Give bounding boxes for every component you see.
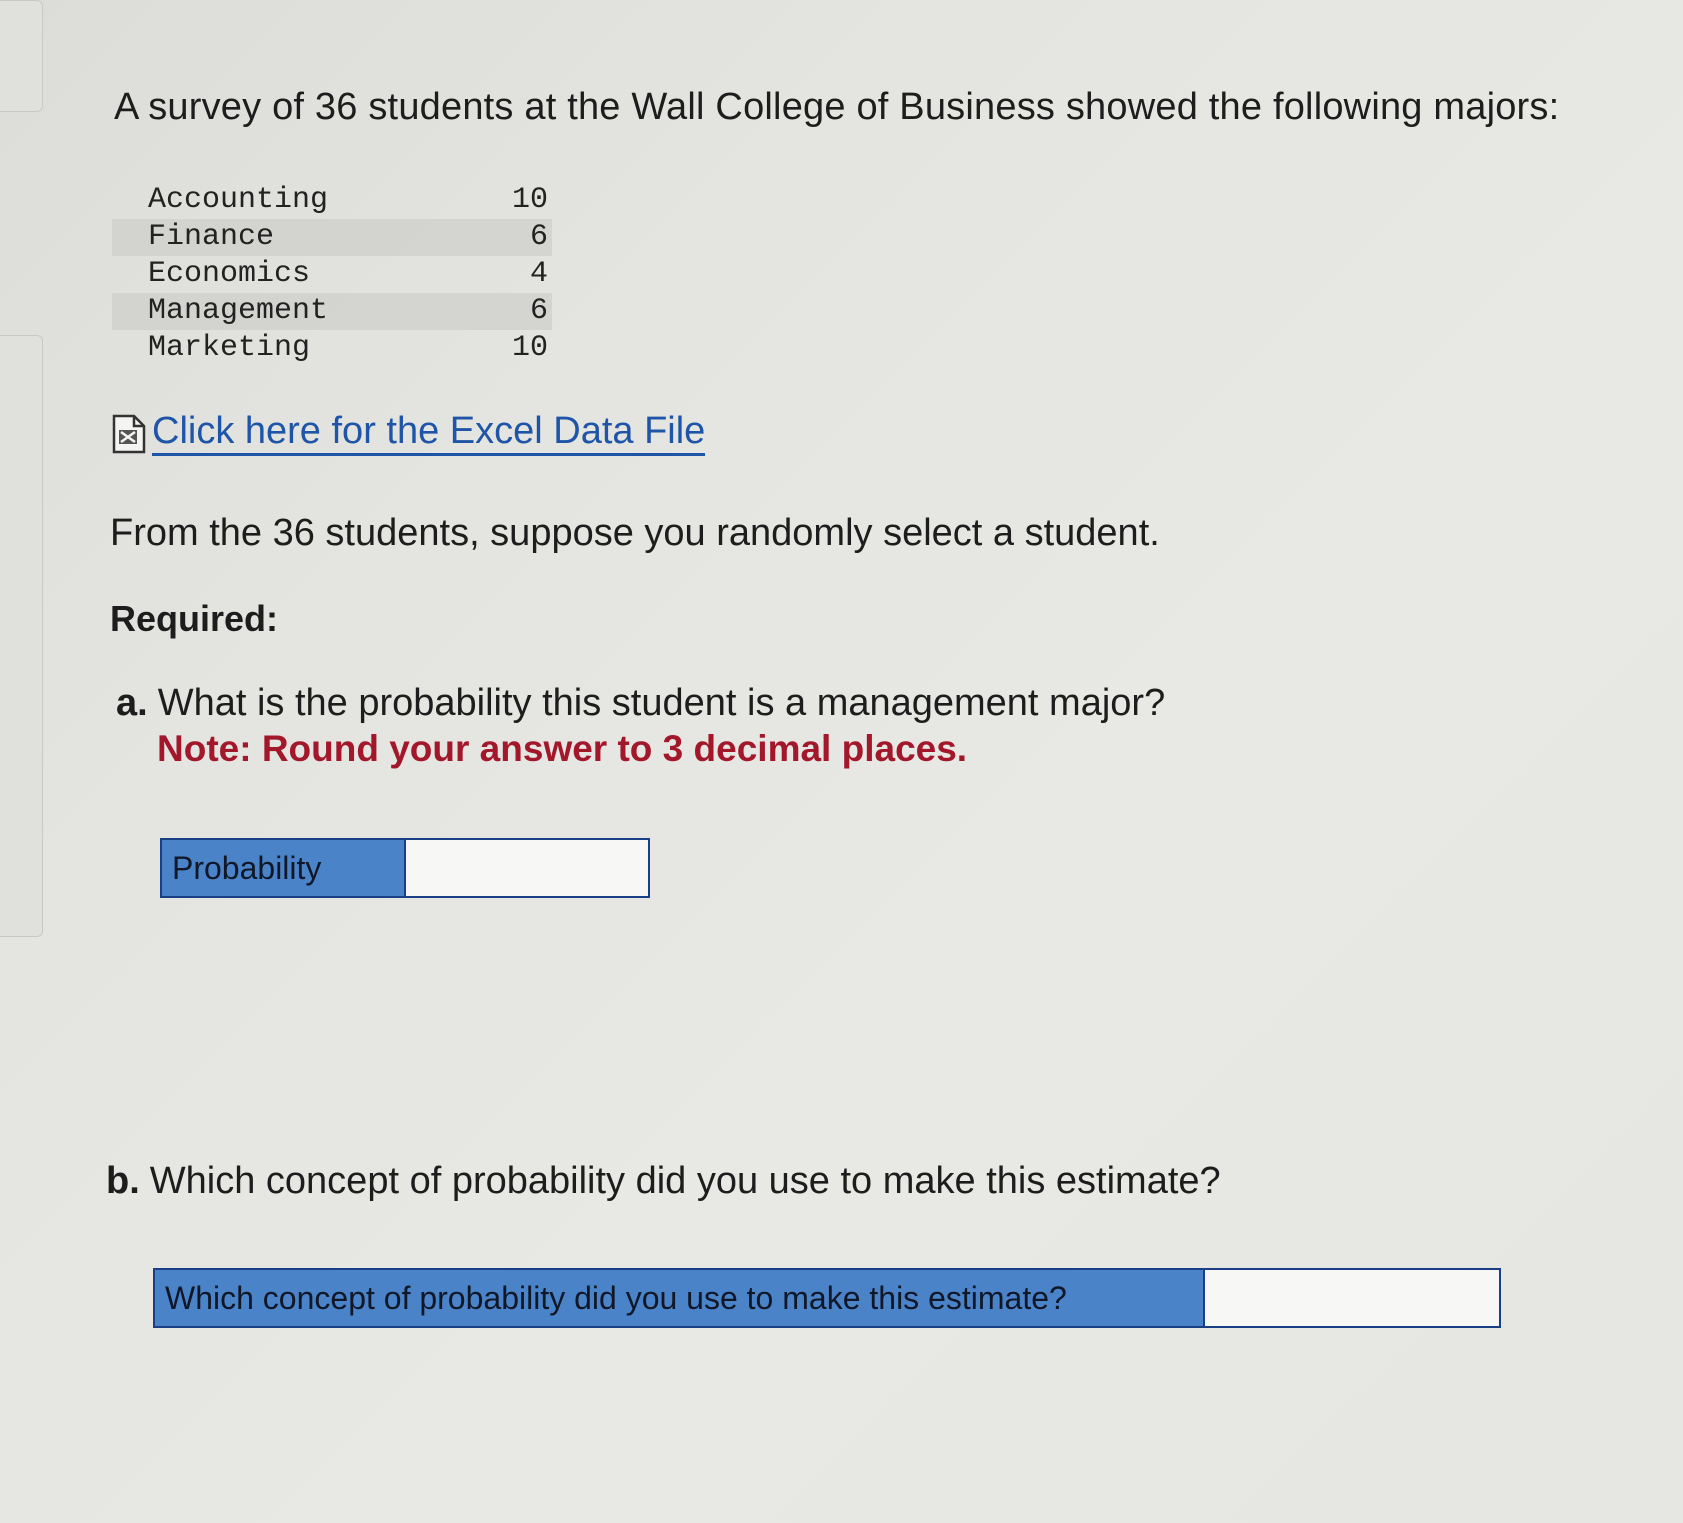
major-count: 6	[529, 220, 548, 254]
majors-row-finance	[112, 219, 552, 256]
left-panel-tab-top	[0, 0, 43, 112]
majors-row-economics	[112, 256, 552, 293]
major-name: Economics	[148, 257, 311, 291]
selection-statement: From the 36 students, suppose you randomly select a student.	[110, 512, 1160, 554]
survey-intro-text: A survey of 36 students at the Wall College of Business showed the following majors:	[114, 86, 1560, 128]
majors-table	[112, 182, 552, 367]
question-a-text: What is the probability this student is a management major?	[157, 682, 1166, 724]
question-b	[106, 1160, 1221, 1203]
major-count: 6	[529, 294, 548, 328]
question-a-letter: a.	[116, 682, 148, 724]
major-name: Marketing	[148, 331, 311, 365]
major-count: 10	[511, 331, 548, 365]
major-count: 4	[529, 257, 548, 291]
required-heading: Required:	[110, 598, 279, 639]
rounding-note: Note: Round your answer to 3 decimal places.	[157, 728, 968, 769]
left-panel-tab-middle	[0, 335, 43, 937]
majors-row-marketing	[112, 330, 552, 367]
concept-answer-row	[153, 1268, 1501, 1328]
majors-row-accounting	[112, 182, 552, 219]
excel-data-file-link[interactable]	[112, 412, 705, 456]
excel-link-label: Click here for the Excel Data File	[152, 412, 705, 456]
probability-cell-wrapper	[406, 840, 648, 896]
majors-row-management	[112, 293, 552, 330]
question-b-letter: b.	[106, 1160, 140, 1202]
major-name: Accounting	[148, 183, 329, 217]
concept-cell-wrapper	[1205, 1270, 1499, 1326]
question-b-text: Which concept of probability did you use to make this estimate?	[149, 1160, 1221, 1202]
concept-input[interactable]	[1205, 1270, 1499, 1326]
probability-answer-row	[160, 838, 650, 898]
probability-input[interactable]	[406, 840, 648, 896]
major-name: Finance	[148, 220, 275, 254]
major-name: Management	[148, 294, 329, 328]
excel-file-icon	[112, 414, 146, 454]
major-count: 10	[511, 183, 548, 217]
probability-label: Probability	[162, 840, 406, 896]
question-a	[116, 682, 1165, 725]
concept-label: Which concept of probability did you use to make this estimate?	[155, 1270, 1205, 1326]
